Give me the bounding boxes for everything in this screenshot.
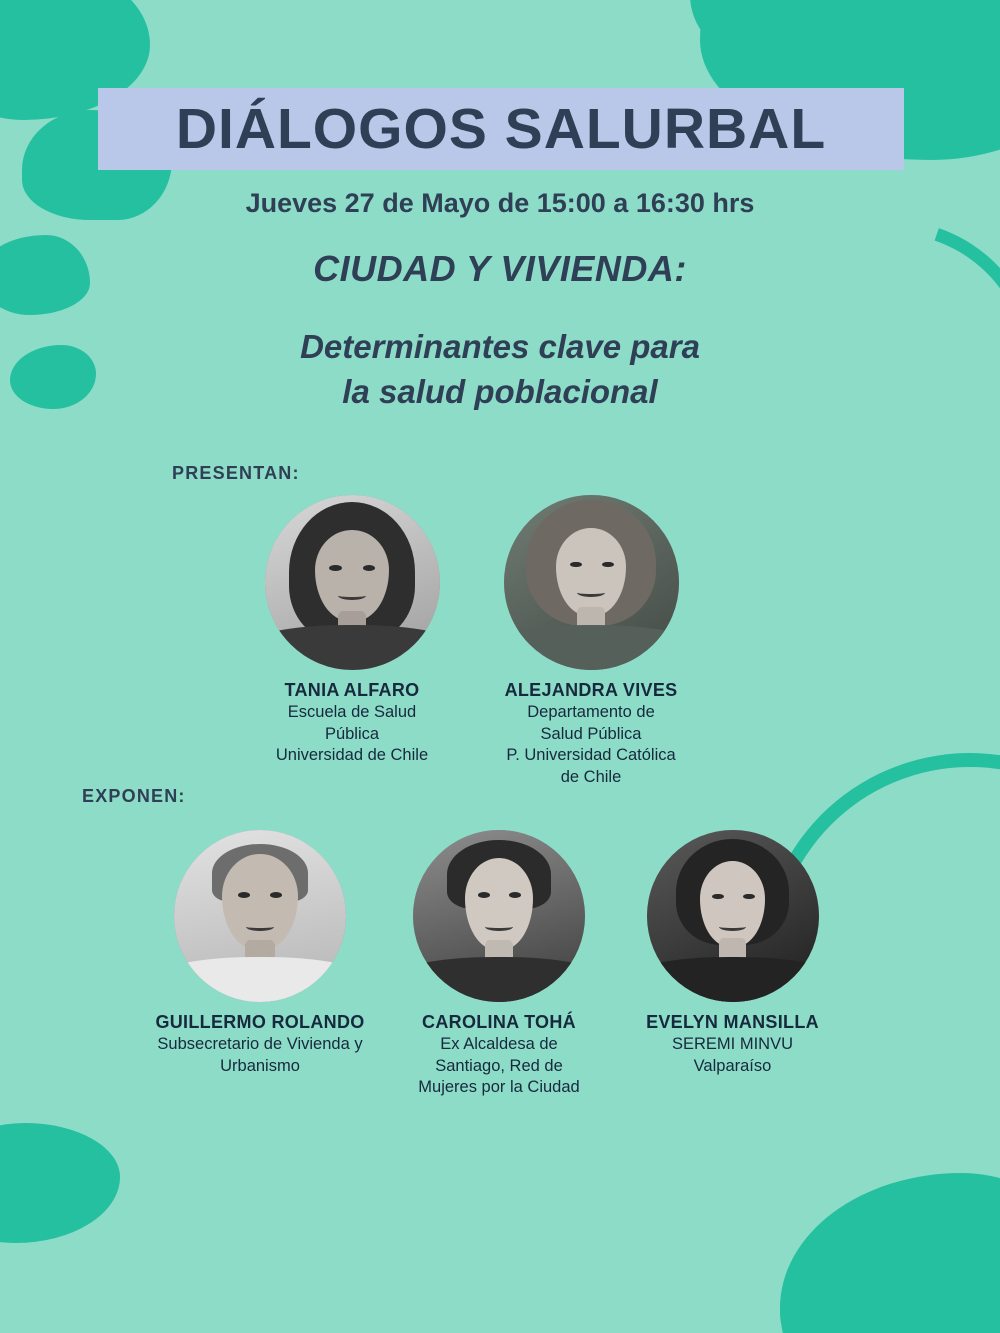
decorative-blob [0,1123,120,1243]
section-label-presentan: PRESENTAN: [172,463,300,483]
subheadline-line-2: la salud poblacional [342,372,658,410]
presenter-role-line: Salud Pública [540,724,642,743]
event-datetime: Jueves 27 de Mayo de 15:00 a 16:30 hrs [245,188,755,218]
subheadline-line-1: Determinantes clave para [300,328,700,365]
portrait-evelyn-mansilla [647,830,819,1002]
speaker-role-line: Urbanismo [220,1056,300,1075]
speaker-card [140,830,380,1076]
presenter-role-line: P. Universidad Católica [506,746,676,765]
speaker-role-line: Ex Alcaldesa de [440,1035,558,1053]
speaker-name: CAROLINA TOHÁ [422,1012,576,1032]
speaker-card [390,830,608,1098]
presenter-role-line: Departamento de [527,703,655,721]
speaker-card [625,830,840,1076]
speaker-role-line: Santiago, Red de [435,1056,563,1075]
speaker-role-line: Valparaíso [693,1056,772,1075]
presenter-role-line: Pública [324,724,380,743]
title-banner [98,88,904,170]
speaker-role-line: Subsecretario de Vivienda y [157,1035,363,1053]
presenter-card [478,495,704,788]
portrait-alejandra-vives [504,495,679,670]
page-title: DIÁLOGOS SALURBAL [175,97,827,161]
portrait-carolina-toha [413,830,585,1002]
presenter-card [250,495,454,766]
speaker-role-line: SEREMI MINVU [671,1035,793,1053]
presenter-role-line: de Chile [560,767,622,786]
speaker-name: GUILLERMO ROLANDO [155,1012,365,1032]
presenter-name: ALEJANDRA VIVES [504,680,678,700]
speaker-role-line: Mujeres por la Ciudad [418,1078,580,1097]
event-headline: CIUDAD Y VIVIENDA: [313,248,687,289]
presenter-name: TANIA ALFARO [284,680,420,700]
portrait-tania-alfaro [265,495,440,670]
presenter-role-line: Universidad de Chile [275,746,429,765]
section-label-exponen: EXPONEN: [82,786,186,806]
portrait-guillermo-rolando [174,830,346,1002]
speaker-name: EVELYN MANSILLA [646,1012,819,1032]
event-subheadline [0,325,1000,414]
presenter-role-line: Escuela de Salud [287,703,417,721]
